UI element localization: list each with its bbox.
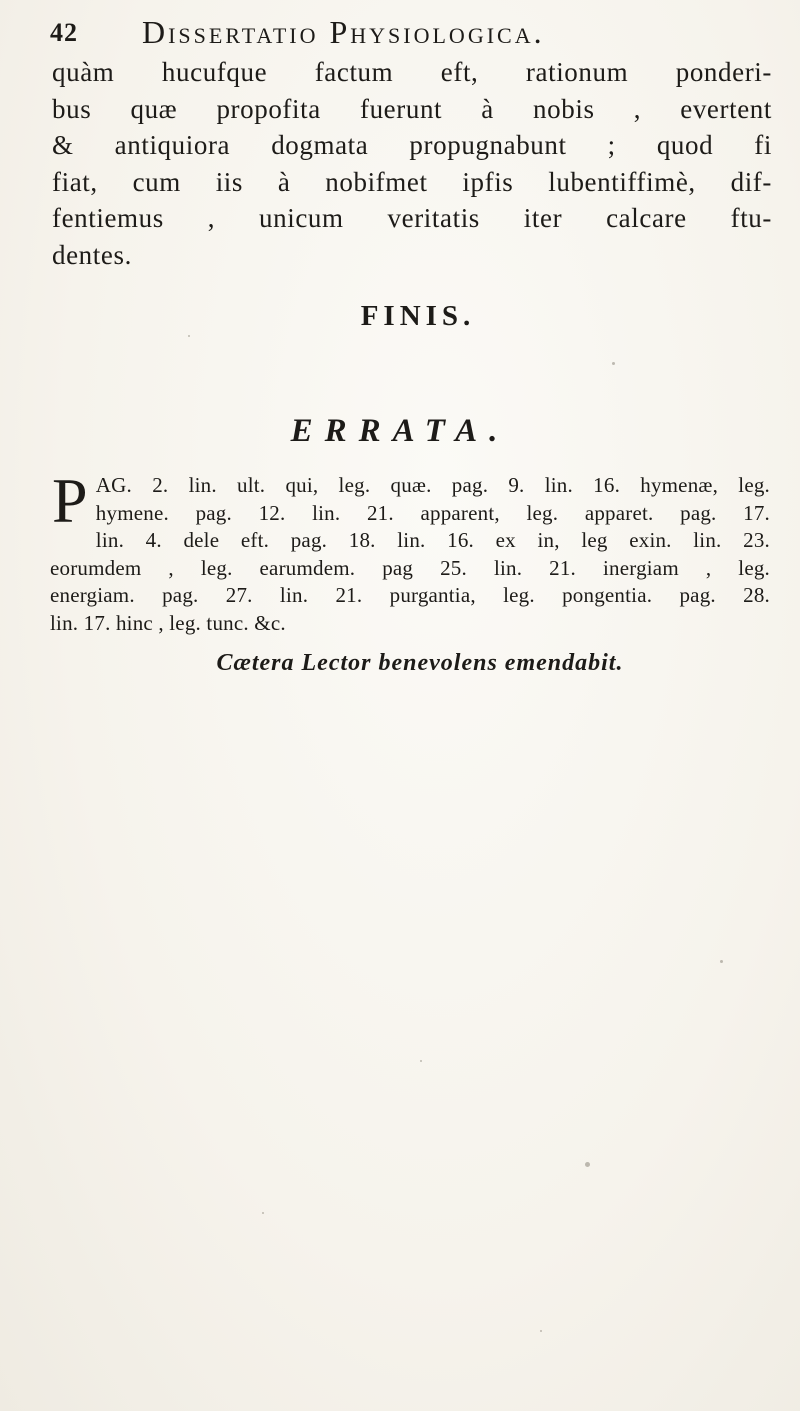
errata-line: lin. 4. dele eft. pag. 18. lin. 16. ex in, leg exin. lin. 23.	[95, 528, 770, 552]
errata-line: eorumdem , leg. earumdem. pag 25. lin. 21. inergiam , leg.	[50, 555, 770, 580]
body-line: bus quæ propofita fuerunt à nobis , evertent	[52, 93, 772, 124]
paper-speck	[585, 1162, 590, 1167]
paper-speck	[720, 960, 723, 963]
body-line: quàm hucufque factum eft, rationum ponderi-	[52, 57, 772, 87]
body-line: fiat, cum iis à nobifmet ipfis lubentiffimè, dif-	[52, 166, 772, 197]
running-head	[50, 6, 770, 50]
finis-heading: FINIS.	[360, 300, 476, 332]
paper-speck	[188, 335, 190, 337]
paper-speck	[540, 1330, 542, 1332]
paper-speck	[262, 1212, 264, 1214]
errata-signoff: Cætera Lector benevolens emendabit.	[216, 650, 624, 676]
paper-speck	[420, 1060, 422, 1062]
running-title: Dissertatio Physiologica.	[142, 14, 545, 50]
errata-line: hymene. pag. 12. lin. 21. apparent, leg. apparet. pag. 17.	[95, 500, 770, 525]
body-paragraph	[52, 54, 772, 274]
body-line: & antiquiora dogmata propugnabunt ; quod fi	[52, 130, 772, 161]
body-line: dentes.	[52, 239, 132, 270]
errata-line: AG. 2. lin. ult. qui, leg. quæ. pag. 9. lin. 16. hymenæ, leg.	[95, 473, 770, 497]
errata-line: energiam. pag. 27. lin. 21. purgantia, leg. pongentia. pag. 28.	[50, 583, 770, 607]
paper-speck	[612, 362, 615, 365]
errata-heading: ERRATA.	[290, 413, 510, 449]
errata-list	[50, 465, 770, 637]
body-line: fentiemus , unicum veritatis iter calcare ftu-	[52, 203, 772, 234]
drop-cap: P	[52, 465, 88, 536]
errata-line: lin. 17. hinc , leg. tunc. &c.	[50, 610, 286, 635]
page-number: 42	[50, 18, 78, 47]
